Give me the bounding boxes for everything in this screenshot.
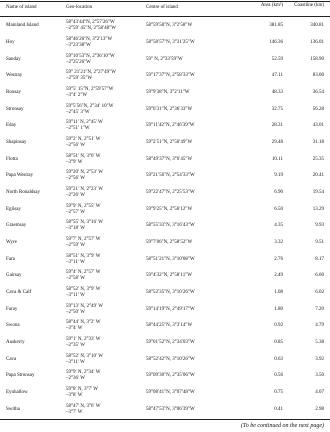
header-centre: Centre of island [146,5,178,10]
island-centre: 58°55′33″N, 3°16′43″W [146,223,195,229]
island-coastline: 20.41 [312,173,324,179]
island-coastline: 7.20 [315,306,324,312]
table-row [0,401,330,418]
geo-location-line: 59°1′ N, 2°33′ W [66,336,101,342]
island-name: Gairsay [6,273,22,279]
island-centre: 59°21′56″N, 2°54′33″W [146,173,195,179]
table-row [0,218,330,235]
island-centre: 58°59′58″N, 3°2′58″W [146,23,193,29]
island-area: 9.19 [274,173,283,179]
island-name: Mainland Island [6,23,39,29]
table-row [0,68,330,85]
geo-location-line: –3°4′ 2″W [66,92,88,98]
island-coastline: 25.35 [312,156,324,162]
table-row [0,51,330,68]
island-name: Sanday [6,56,21,62]
island-centre: 58°52′42″N, 3°10′26″W [146,356,195,362]
table-row [0,318,330,335]
geo-location-line: –2°59′ W [66,242,85,248]
island-name: Eday [6,123,17,129]
table-row [0,285,330,302]
island-centre: 59°09′30″N, 2°35′06″W [146,373,195,379]
geo-location-line: 59°9′ N, 2°34′ W [66,370,101,376]
island-area: 1.80 [274,306,283,312]
geo-location-line: 59°9′ N, 2°55′ W [66,203,101,209]
island-area: 0.56 [274,373,283,379]
island-coastline: 8.17 [315,256,324,262]
island-name: Shapinsay [6,139,27,145]
geo-location-line: 58°47′ N, 3°6′ W [66,403,101,409]
island-name: Wyre [6,239,17,245]
island-coastline: 6.02 [315,289,324,295]
island-area: 0.92 [274,323,283,329]
header-coast: Coastline (km) [294,3,324,8]
island-area: 32.75 [271,106,283,112]
table-row [0,201,330,218]
geo-location-line: –2°35′ W [66,342,85,348]
island-centre: 59°6′31″N, 2°36′33″W [146,106,193,112]
geo-location-line: –2°26′ W [66,192,85,198]
island-coastline: 13.29 [312,206,324,212]
geo-location-line: –2°25′26″W [66,59,91,65]
geo-location-line: –2°45′ 3″W [66,109,90,115]
island-area: 381.85 [269,23,283,29]
geo-location-line: 58°43′44″N, 2°57′26″W [66,20,115,26]
island-coastline: 136.01 [310,39,324,45]
island-area: 0.63 [274,356,283,362]
table-row [0,368,330,385]
table-top-rule [0,1,330,2]
geo-location-line: 59°10′53″N, 2°36′10″W [66,53,115,59]
geo-location-line: –3°9′ W [66,159,83,165]
table-row [0,35,330,52]
geo-location-line: 58°52′ N, 3°9′ W [66,286,101,292]
geo-location-line: –2°59′ 35″W [66,76,93,82]
island-name: Egilsay [6,206,21,212]
island-centre: 59°08′41″N, 3°07′48″W [146,389,195,395]
island-centre: 59°11′42″N, 2°46′39″W [146,123,195,129]
geo-location-line: –3°7′ W [66,409,83,415]
table-row [0,185,330,202]
table-row [0,18,330,35]
island-area: 29.48 [271,139,283,145]
geo-location-line: –2°56′ W [66,176,85,182]
island-area: 0.75 [274,389,283,395]
island-centre: 59°22′47″N, 2°25′53″W [146,189,195,195]
island-name: Cava [6,356,17,362]
island-area: 2.76 [274,256,283,262]
table-row [0,135,330,152]
island-area: 0.41 [274,406,283,412]
geo-location-line: 59°11′ N, 2°45′ W [66,120,103,126]
island-area: 1.08 [274,289,283,295]
island-name: Faray [6,306,18,312]
geo-location-line: –2°57′ W [66,209,85,215]
geo-location-line: –2°58′ W [66,276,85,282]
geo-location-line: 59° 21′21″N, 2°27′49″W [66,70,116,76]
island-centre: 58°49′37″N, 3°6′45″W [146,156,193,162]
island-area: 47.11 [271,73,283,79]
island-coastline: 6.60 [315,273,324,279]
island-area: 48.33 [271,89,283,95]
header-geo: Geo-location [66,5,93,10]
geo-location-line: 58°51′ N, 3°9′ W [66,253,101,259]
island-name: Switha [6,406,20,412]
island-coastline: 43.01 [312,123,324,129]
table-row [0,101,330,118]
table-row [0,251,330,268]
table-row [0,268,330,285]
geo-location-line: 58°46′26″N, 3°2′13″W [66,36,113,42]
table-header-rule [0,16,330,17]
geo-location-line: 59°5′56″N, 2°34′ 10″W [66,103,114,109]
table-bottom-rule [0,419,330,420]
island-centre: 59°14′19″N, 2°49′17″W [146,306,195,312]
geo-location-line: –3°23′38″W [66,42,91,48]
geo-location-line: 59°5′ 15″N, 2°59′57″W [66,86,114,92]
island-name: Stronsay [6,106,24,112]
island-centre: 59°9′25″N, 2°56′12″W [146,206,193,212]
island-coastline: 36.54 [312,89,324,95]
table-row [0,351,330,368]
table-row [0,118,330,135]
island-coastline: 31.18 [312,139,324,145]
geo-location-line: –2°36′ W [66,376,85,382]
island-centre: 59° N, 2°33′59″W [146,56,183,62]
island-area: 4.35 [274,223,283,229]
island-name: Eynhallow [6,389,28,395]
island-area: 2.49 [274,273,283,279]
island-name: Auskerry [6,339,25,345]
island-centre: 58°52′35″N, 3°10′26″W [146,289,195,295]
table-header [0,3,330,15]
geo-location-line: –2°59′ 45″N, 2°58′48″W [66,26,116,32]
island-centre: 58°47′53″N, 3°06′39″W [146,406,195,412]
island-centre: 59°01′52″N, 2°34′03″W [146,339,195,345]
island-centre: 58°51′21″N, 3°10′08″W [146,256,195,262]
island-area: 10.11 [271,156,283,162]
table-row [0,335,330,352]
island-area: 52.59 [271,56,283,62]
island-area: 0.85 [274,339,283,345]
island-area: 3.32 [274,239,283,245]
geo-location-line: 59°21′ N, 2°23′ W [66,186,103,192]
table-row [0,85,330,102]
geo-location-line: 59°7′ N, 2°57′ W [66,236,101,242]
geo-location-line: –3°18′ W [66,226,85,232]
geo-location-line: 59°2′ N, 2°51′ W [66,136,101,142]
geo-location-line: –2°51′ 1″W [66,126,90,132]
island-name: Papa Westray [6,173,34,179]
header-area: Area (km²) [260,3,283,8]
island-centre: 59°17′37″N, 2°58′33″W [146,73,195,79]
geo-location-line: 59°8′ N, 3°7′ W [66,386,98,392]
geo-location-line: –3°4′ W [66,326,83,332]
geo-location-line: 59°20′ N, 2°53′ W [66,170,103,176]
geo-location-line: –3°11′ W [66,292,85,298]
island-centre: 58°44′25″N, 3°3′14″W [146,323,193,329]
island-centre: 59°9′38″N, 3°2′11″W [146,89,190,95]
island-centre: 58°58′57″N, 3°31′25″W [146,39,195,45]
island-area: 28.31 [271,123,283,129]
geo-location-line: 59°4′ N, 2°57′ W [66,270,101,276]
island-coastline: 9.51 [315,239,324,245]
island-name: Flotta [6,156,18,162]
island-coastline: 2.98 [315,406,324,412]
island-name: Cava & Calf [6,289,32,295]
island-coastline: 9.93 [315,223,324,229]
island-coastline: 3.92 [315,356,324,362]
island-name: Westray [6,73,23,79]
geo-location-line: 58°55′ N, 3°16′ W [66,220,103,226]
table-row [0,168,330,185]
island-centre: 59°7′06″N, 2°58′52″W [146,239,193,245]
geo-location-line: 59°13′ N, 2°49′ W [66,303,103,309]
island-area: 6.90 [274,189,283,195]
geo-location-line: –3°11′ W [66,259,85,265]
island-name: Graemsay [6,223,27,229]
island-centre: 59°4′32″N, 2°58′11″W [146,273,192,279]
table-row [0,385,330,402]
island-centre: 59°2′51″N, 2°50′49″W [146,139,193,145]
island-coastline: 4.07 [315,389,324,395]
island-coastline: 4.79 [315,323,324,329]
table-row [0,151,330,168]
island-coastline: 158.90 [310,56,324,62]
geo-location-line: 58°51′ N, 3°6′ W [66,153,101,159]
island-coastline: 5.38 [315,339,324,345]
island-name: Swona [6,323,20,329]
island-coastline: 19.54 [312,189,324,195]
island-name: Rousay [6,89,21,95]
island-area: 146.36 [269,39,283,45]
table-row [0,235,330,252]
table-row [0,301,330,318]
geo-location-line: –2°56′ W [66,142,85,148]
geo-location-line: 58°44′ N, 3°2′ W [66,320,101,326]
island-name: Papa Stronsay [6,373,35,379]
island-area: 6.50 [274,206,283,212]
island-name: Hoy [6,39,15,45]
continuation-note: (To be continued on the next page) [240,423,324,429]
island-name: Fara [6,256,15,262]
island-coastline: 83.00 [312,73,324,79]
island-coastline: 56.28 [312,106,324,112]
island-name: North Ronaldsay [6,189,41,195]
geo-location-line: –2°50′ W [66,309,85,315]
island-coastline: 3.50 [315,373,324,379]
geo-location-line: 58°52′ N, 3°10′ W [66,353,103,359]
geo-location-line: –3°11′ W [66,359,85,365]
island-coastline: 340.81 [310,23,324,29]
geo-location-line: –3°8′ W [66,392,83,398]
header-name: Name of island [6,5,37,10]
